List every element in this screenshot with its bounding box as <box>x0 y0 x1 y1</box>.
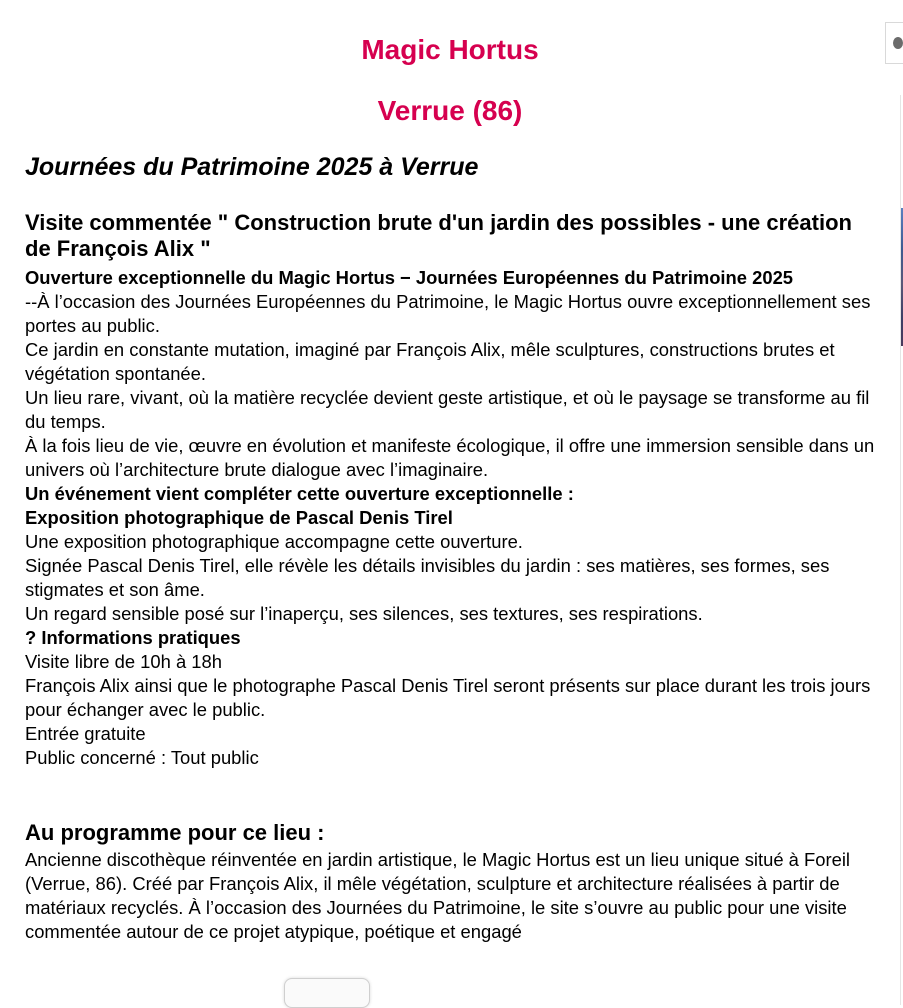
search-icon <box>893 37 903 49</box>
desc-line: Un lieu rare, vivant, où la matière recyclée devient geste artistique, et où le paysage se transforme au fil du temps. <box>25 387 870 432</box>
desc-line: À la fois lieu de vie, œuvre en évolution et manifeste écologique, il offre une immersion sensible dans un univers où l’architecture brute dialogue avec l’imaginaire. <box>25 435 875 480</box>
desc-line: Entrée gratuite <box>25 723 146 744</box>
event-title: Journées du Patrimoine 2025 à Verrue <box>25 153 479 181</box>
city-heading: Verrue (86) <box>377 95 523 126</box>
desc-line: --À l’occasion des Journées Européennes du Patrimoine, le Magic Hortus ouvre exceptionnellement ses portes au public. <box>25 291 871 336</box>
bottom-button[interactable] <box>284 978 370 1008</box>
desc-line: François Alix ainsi que le photographe Pascal Denis Tirel seront présents sur place durant les trois jours pour échanger avec le public. <box>25 675 871 720</box>
desc-line: Visite libre de 10h à 18h <box>25 651 222 672</box>
visit-title: Visite commentée " Construction brute d'un jardin des possibles - une création de François Alix " <box>25 210 852 261</box>
desc-line: Signée Pascal Denis Tirel, elle révèle les détails invisibles du jardin : ses matières, ses formes, ses stigmates et son âme. <box>25 555 830 600</box>
desc-line: Ouverture exceptionnelle du Magic Hortus − Journées Européennes du Patrimoine 2025 <box>25 267 794 288</box>
desc-line: Public concerné : Tout public <box>25 747 259 768</box>
search-button[interactable] <box>885 22 903 64</box>
desc-line: Un événement vient compléter cette ouverture exceptionnelle : <box>25 483 574 504</box>
desc-line: Une exposition photographique accompagne cette ouverture. <box>25 531 523 552</box>
desc-line: Ce jardin en constante mutation, imaginé par François Alix, mêle sculptures, constructions brutes et végétation spontanée. <box>25 339 835 384</box>
practical-info-heading: ? Informations pratiques <box>25 627 241 648</box>
desc-line: Exposition photographique de Pascal Denis Tirel <box>25 507 453 528</box>
desc-line: Un regard sensible posé sur l’inaperçu, ses silences, ses textures, ses respirations. <box>25 603 703 624</box>
site-name-heading: Magic Hortus <box>361 34 539 65</box>
visit-description <box>25 266 875 770</box>
program-title: Au programme pour ce lieu : <box>25 820 325 845</box>
program-text: Ancienne discothèque réinventée en jardin artistique, le Magic Hortus est un lieu unique situé à Foreil (Verrue, 86). Créé par François Alix, il mêle végétation, sculpture et architecture réalisées à partir de matériaux recyclés. À l’occasion des Journées du Patrimoine, le site s’ouvre au public pour une visite commentée autour de ce projet atypique, poétique et engagé <box>25 849 851 942</box>
